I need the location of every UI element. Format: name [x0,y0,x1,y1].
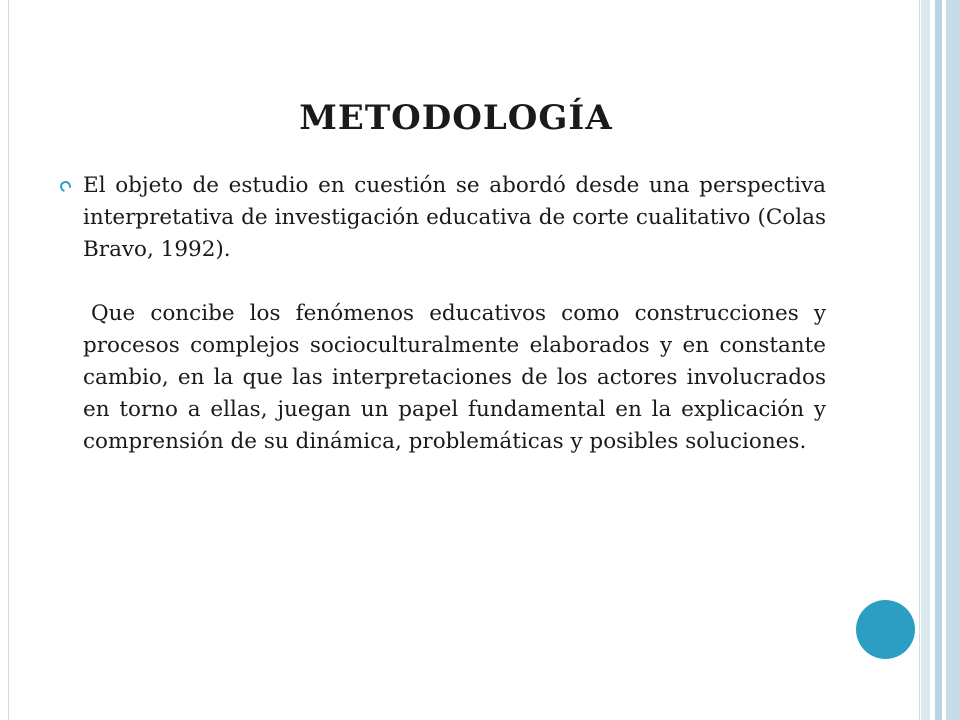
side-band [946,0,960,720]
ring-bullet-icon [58,179,73,194]
paragraph-text: Que concibe los fenómenos educativos como construcciones y procesos complejos socioculturalmente elaborados y en constante cambio, en la que las interpretaciones de los actores involucrados en torno a ellas, juegan un papel fundamental en la explicación y comprensión de su dinámica, problemáticas y posibles soluciones. [83,301,826,454]
slide-content [60,170,826,458]
accent-circle [856,600,915,659]
slide-title: METODOLOGÍA [299,98,613,138]
side-band [921,0,930,720]
paragraph-text: El objeto de estudio en cuestión se abordó desde una perspectiva interpretativa de investigación educativa de corte cualitativo (Colas Bravo, 1992). [83,173,826,262]
side-band [935,0,942,720]
continuation-paragraph [60,298,826,458]
bullet-paragraph [60,170,826,266]
